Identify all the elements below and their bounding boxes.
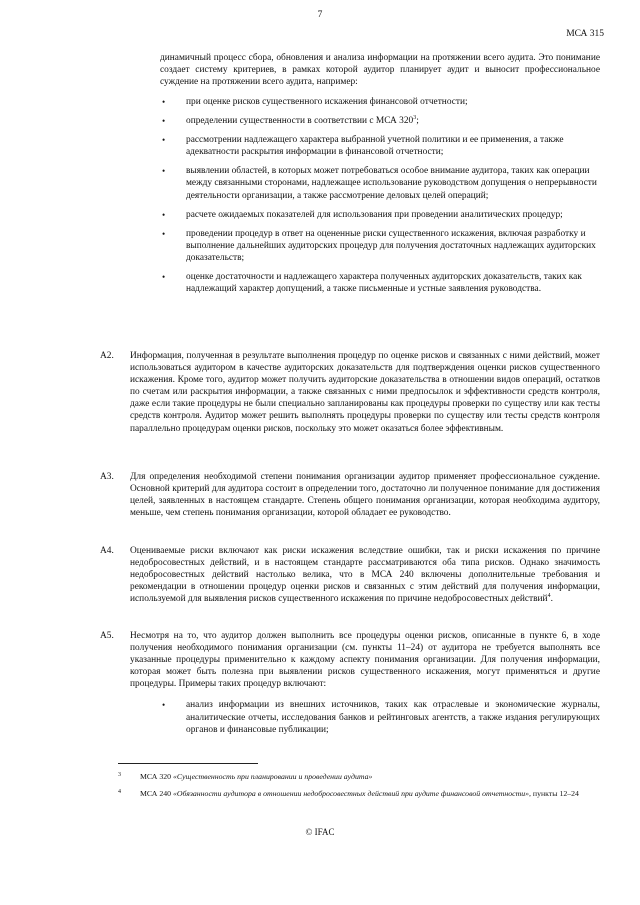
copyright-footer: © IFAC (305, 827, 335, 837)
footnote: 4 МСА 240 «Обязанности аудитора в отношении недобросовестных действий при аудите финансовой отчетности», пункты 12–24 (118, 789, 579, 798)
paragraph-a5 (100, 630, 600, 736)
paragraph-number: A3. (100, 472, 114, 482)
paragraph-number: A4. (100, 546, 114, 556)
paragraph-text: Для определения необходимой степени понимания организации аудитор применяет профессиональное суждение. Основной критерий для аудитора состоит в определении того, достаточно ли полученное понимание для достижения целей, заявленных в настоящем стандарте. Степень общего понимания организации, которая необходима аудитору, меньше, чем степень понимания организации, которой обладает ее руководство. (130, 472, 600, 519)
list-item: • проведении процедур в ответ на оцененные риски существенного искажения, включая разработку и выполнение дальнейших аудиторских процедур для получения достаточных надлежащих аудиторских доказательств; (162, 228, 596, 263)
list-item: • расчете ожидаемых показателей для использования при проведении аналитических процедур; (162, 209, 563, 220)
paragraph-a3 (100, 471, 600, 519)
list-item: • оценке достаточности и надлежащего характера полученных аудиторских доказательств, таких как надлежащий характер допущений, а также письменные и устные заявления руководства. (162, 272, 582, 295)
footnote: 3 МСА 320 «Существенность при планировании и проведении аудита» (118, 772, 373, 781)
standard-code: МСА 315 (566, 29, 604, 39)
list-item: • определении существенности в соответствии с МСА $320^3$; (162, 115, 419, 127)
footnote-number: 3 (118, 772, 121, 778)
bullet-icon: • (162, 97, 166, 107)
paragraph-a4 (100, 545, 600, 605)
list-item: • рассмотрении надлежащего характера выбранной учетной политики и ее применения, а также адекватности раскрытия информации в финансовой отчетности; (162, 135, 564, 158)
paragraph-text: Несмотря на то, что аудитор должен выполнить все процедуры оценки рисков, описанные в пункте 6, в ходе получения необходимого понимания организации (см. пункты 11–24) от аудитора не требуется выполнять все указанные процедуры применительно к каждому аспекту понимания организации. Для получения информации, которая может быть полезна при выявлении рисков существенного искажения, могут применяться и другие процедуры. Примеры таких процедур включают: (130, 631, 600, 690)
intro-paragraph: динамичный процесс сбора, обновления и анализа информации на протяжении всего аудита. Это понимание создает систему критериев, в рамках которой аудитор планирует аудит и выносит профессиональное суждение на протяжении всего аудита, например: (160, 53, 600, 88)
footnote-divider (118, 763, 258, 764)
paragraph-text: Оцениваемые риски включают как риски искажения вследствие ошибки, так и риски искажения по причине недобросовестных действий, и в настоящем стандарте рассматриваются оба типа рисков. Однако значимость недобросовестных действий настолько велика, что в МСА 240 включены дополнительные требования и рекомендации в отношении процедур оценки рисков и связанных с этим действий для получения информации, используемой для выявления рисков существенного искажения по причине недобросовестных действий$^4$. (130, 546, 600, 605)
bullet-icon: • (162, 272, 166, 283)
list-item: • при оценке рисков существенного искажения финансовой отчетности; (162, 97, 468, 107)
footnote-ref: 4 (547, 593, 551, 600)
footnote-number: 4 (118, 789, 121, 795)
bullet-icon: • (162, 209, 166, 220)
bullet-icon: • (162, 700, 166, 711)
bullet-icon: • (162, 228, 166, 239)
list-item: • выявлении областей, в которых может потребоваться особое внимание аудитора, таких как операции между связанными сторонами, надлежащее использование руководством допущения о непрерывности деятельности организации, а также рассмотрение деловых целей операций; (162, 166, 597, 201)
bullet-icon: • (162, 135, 166, 146)
paragraph-number: A5. (100, 631, 114, 641)
bullet-icon: • (162, 166, 166, 177)
list-item: • анализ информации из внешних источников, таких как отраслевые и экономические журналы, аналитические отчеты, исследования банков и рейтинговых агентств, а также издания регулирующих органов и финансовые публикации; (162, 700, 600, 735)
footnotes (118, 772, 600, 806)
paragraph-text: Информация, полученная в результате выполнения процедур по оценке рисков и связанных с ними действий, может использоваться аудитором в качестве аудиторских доказательств для подтверждения оценки рисков существенного искажения. Кроме того, аудитор может получить аудиторские доказательства в отношении видов операций, остатков по счетам или раскрытия информации, а также связанных с ними предпосылок и эффективности средств контроля, даже если такие процедуры не были специально запланированы как процедуры проверки по существу или как тесты средств контроля. Аудитор может решить выполнять процедуры проверки по существу или тесты средств контроля параллельно процедурам оценки рисков, поскольку это может оказаться более эффективным. (130, 351, 600, 434)
page-number: 7 (317, 10, 323, 20)
paragraph-number: A2. (100, 351, 114, 361)
bullet-icon: • (162, 116, 166, 127)
paragraph-a2 (100, 350, 600, 435)
bullet-list (160, 96, 600, 302)
footnote-ref: 3 (413, 115, 417, 122)
